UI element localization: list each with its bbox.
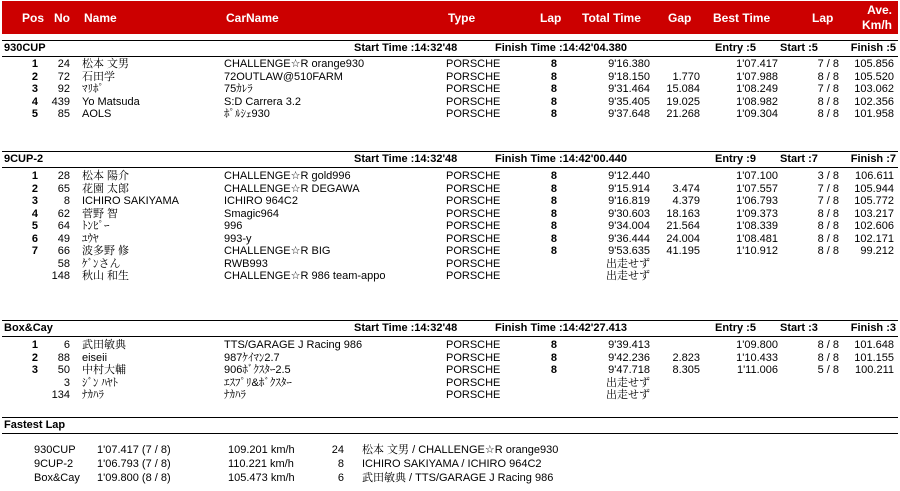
type-cell: PORSCHE	[446, 364, 501, 376]
ave-speed-cell: 105.856	[854, 58, 894, 70]
car-number-cell: 92	[57, 83, 70, 95]
pos-cell: 3	[31, 83, 38, 95]
total-time-cell: 9'39.413	[608, 339, 650, 351]
fastest-lap-title: Fastest Lap	[4, 419, 66, 431]
ave-speed-cell: 100.211	[855, 364, 894, 376]
car-number-cell: 134	[51, 389, 70, 401]
lap-cell: 8	[550, 170, 557, 182]
best-time-cell: 1'07.988	[736, 70, 778, 83]
start-count: Start :7	[780, 153, 818, 165]
type-cell: PORSCHE	[446, 232, 501, 245]
ave-speed-cell: 103.062	[854, 83, 894, 95]
ave-speed-cell: 102.356	[854, 95, 894, 108]
best-lap-cell: 8 / 8	[817, 339, 839, 351]
fastest-speed-cell: 105.473 km/h	[228, 472, 295, 484]
best-time-cell: 1'08.339	[736, 220, 778, 232]
pos-cell: 3	[31, 195, 38, 207]
table-row	[0, 233, 900, 245]
best-lap-cell: 8 / 8	[817, 220, 839, 232]
pos-cell: 4	[31, 95, 38, 108]
gap-cell: 41.195	[666, 245, 700, 257]
table-row	[0, 208, 900, 220]
driver-name-cell: 松本 文男	[82, 58, 130, 70]
car-number-cell: 85	[57, 108, 70, 120]
car-name-cell: 993-y	[224, 232, 252, 245]
ave-speed-cell: 103.217	[854, 207, 894, 220]
type-cell: PORSCHE	[446, 376, 501, 389]
car-number-cell: 49	[57, 232, 70, 245]
table-row	[0, 377, 900, 389]
type-cell: PORSCHE	[446, 182, 501, 195]
total-time-cell: 9'18.150	[608, 70, 650, 83]
total-time-cell: 9'37.648	[608, 108, 650, 120]
fastest-class-cell: 9CUP-2	[34, 458, 74, 470]
driver-name-cell: Yo Matsuda	[82, 95, 140, 108]
class-title: 930CUP	[4, 42, 46, 54]
type-cell: PORSCHE	[446, 170, 501, 182]
pos-cell: 4	[31, 207, 38, 220]
col-no: No	[54, 11, 70, 25]
best-lap-cell: 7 / 8	[817, 195, 839, 207]
table-row	[0, 352, 900, 364]
total-time-cell: 出走せず	[606, 376, 650, 389]
ave-speed-cell: 102.171	[854, 232, 894, 245]
total-time-cell: 9'35.405	[608, 95, 650, 108]
pos-cell: 2	[31, 182, 38, 195]
pos-cell: 3	[31, 364, 38, 376]
driver-name-cell: 菅野 智	[82, 207, 119, 220]
total-time-cell: 出走せず	[606, 270, 650, 282]
total-time-cell: 9'34.004	[608, 220, 650, 232]
pos-cell: 5	[31, 220, 38, 232]
table-row	[0, 364, 900, 376]
lap-cell: 8	[550, 220, 557, 232]
col-gap: Gap	[668, 11, 692, 25]
finish-count: Finish :3	[850, 322, 896, 334]
car-number-cell: 64	[57, 220, 70, 232]
type-cell: PORSCHE	[446, 351, 501, 364]
fastest-time-cell: 1'06.793 (7 / 8)	[97, 458, 171, 470]
lap-cell: 8	[550, 232, 557, 245]
lap-cell: 8	[550, 108, 557, 120]
fastest-speed-cell: 109.201 km/h	[228, 444, 295, 456]
best-lap-cell: 7 / 8	[817, 83, 839, 95]
lap-cell: 8	[550, 245, 557, 257]
driver-name-cell: ﾏﾘﾎﾟ	[82, 83, 104, 95]
total-time-cell: 9'30.603	[608, 207, 650, 220]
car-number-cell: 72	[57, 70, 70, 83]
entry-count: Entry :5	[715, 42, 756, 54]
type-cell: PORSCHE	[446, 58, 501, 70]
finish-time: Finish Time :14:42'04.380	[495, 42, 628, 54]
driver-name-cell: 武田敏典	[82, 339, 126, 351]
best-time-cell: 1'08.982	[736, 95, 778, 108]
driver-name-cell: 松本 陽介	[82, 170, 130, 182]
fastest-number-cell: 8	[337, 458, 344, 470]
car-name-cell: 906ﾎﾞｸｽﾀｰ2.5	[224, 364, 291, 376]
fastest-number-cell: 24	[331, 444, 344, 456]
fastest-lap-bar	[2, 417, 898, 434]
col-ave-1: Ave.	[867, 3, 892, 17]
fastest-lap-row	[0, 444, 900, 456]
type-cell: PORSCHE	[446, 389, 501, 401]
class-title: 9CUP-2	[4, 153, 44, 165]
best-time-cell: 1'09.800	[736, 339, 778, 351]
pos-cell: 2	[31, 351, 38, 364]
best-time-cell: 1'10.912	[736, 245, 778, 257]
table-row	[0, 71, 900, 83]
lap-cell: 8	[550, 207, 557, 220]
table-row	[0, 220, 900, 232]
fastest-class-cell: Box&Cay	[34, 472, 80, 484]
fastest-driver-cell: 武田敏典 / TTS/GARAGE J Racing 986	[362, 472, 554, 484]
type-cell: PORSCHE	[446, 339, 501, 351]
table-row	[0, 339, 900, 351]
best-time-cell: 1'07.557	[736, 182, 778, 195]
start-time: Start Time :14:32'48	[354, 322, 458, 334]
pos-cell: 5	[31, 108, 38, 120]
fastest-lap-row	[0, 458, 900, 470]
table-row	[0, 195, 900, 207]
car-name-cell: CHALLENGE☆R BIG	[224, 245, 331, 257]
col-best-lap: Lap	[812, 11, 834, 25]
start-time: Start Time :14:32'48	[354, 42, 458, 54]
driver-name-cell: AOLS	[82, 108, 112, 120]
fastest-class-cell: 930CUP	[34, 444, 76, 456]
entry-count: Entry :9	[715, 153, 756, 165]
pos-cell: 2	[31, 70, 38, 83]
pos-cell: 7	[31, 245, 38, 257]
table-row	[0, 270, 900, 282]
car-name-cell: 75ｶﾚﾗ	[224, 83, 253, 95]
ave-speed-cell: 101.958	[854, 108, 894, 120]
total-time-cell: 9'12.440	[608, 170, 650, 182]
type-cell: PORSCHE	[446, 270, 501, 282]
car-number-cell: 65	[57, 182, 70, 195]
table-row	[0, 96, 900, 108]
best-lap-cell: 8 / 8	[817, 351, 839, 364]
best-lap-cell: 7 / 8	[817, 58, 839, 70]
best-lap-cell: 3 / 8	[817, 170, 839, 182]
lap-cell: 8	[550, 95, 557, 108]
finish-time: Finish Time :14:42'00.440	[495, 153, 628, 165]
car-number-cell: 148	[51, 270, 70, 282]
ave-speed-cell: 102.606	[854, 220, 894, 232]
fastest-time-cell: 1'07.417 (7 / 8)	[97, 444, 171, 456]
finish-count: Finish :5	[850, 42, 896, 54]
total-time-cell: 9'47.718	[608, 364, 650, 376]
pos-cell: 1	[31, 58, 38, 70]
driver-name-cell: 秋山 和生	[82, 270, 130, 282]
gap-cell: 19.025	[666, 95, 700, 108]
finish-count: Finish :7	[850, 153, 896, 165]
ave-speed-cell: 99.212	[860, 245, 894, 257]
best-time-cell: 1'08.249	[736, 83, 778, 95]
best-time-cell: 1'11.006	[736, 364, 778, 376]
fastest-time-cell: 1'09.800 (8 / 8)	[97, 472, 171, 484]
lap-cell: 8	[550, 364, 557, 376]
total-time-cell: 9'36.444	[608, 232, 650, 245]
car-number-cell: 6	[63, 339, 70, 351]
fastest-driver-cell: ICHIRO SAKIYAMA / ICHIRO 964C2	[362, 458, 542, 470]
total-time-cell: 9'16.819	[608, 195, 650, 207]
gap-cell: 3.474	[672, 182, 700, 195]
col-carname: CarName	[226, 11, 279, 25]
car-name-cell: Smagic964	[224, 207, 280, 220]
lap-cell: 8	[550, 70, 557, 83]
car-name-cell: CHALLENGE☆R DEGAWA	[224, 182, 360, 195]
total-time-cell: 出走せず	[606, 257, 650, 270]
col-lap: Lap	[540, 11, 562, 25]
driver-name-cell: 中村大輔	[82, 364, 126, 376]
driver-name-cell: ﾄﾝﾋﾟｰ	[82, 220, 110, 232]
gap-cell: 4.379	[672, 195, 700, 207]
driver-name-cell: eiseii	[82, 351, 108, 364]
table-row	[0, 183, 900, 195]
car-number-cell: 24	[57, 58, 70, 70]
gap-cell: 24.004	[666, 232, 700, 245]
class-bar-9cup-2	[2, 151, 898, 168]
lap-cell: 8	[550, 195, 557, 207]
pos-cell: 1	[31, 339, 38, 351]
best-time-cell: 1'09.373	[736, 207, 778, 220]
start-count: Start :5	[780, 42, 818, 54]
gap-cell: 21.564	[666, 220, 700, 232]
total-time-cell: 9'53.635	[608, 245, 650, 257]
car-name-cell: ﾅｶﾊﾗ	[224, 389, 246, 401]
type-cell: PORSCHE	[446, 108, 501, 120]
type-cell: PORSCHE	[446, 95, 501, 108]
type-cell: PORSCHE	[446, 257, 501, 270]
ave-speed-cell: 105.772	[854, 195, 894, 207]
driver-name-cell: 石田学	[82, 70, 115, 83]
type-cell: PORSCHE	[446, 195, 501, 207]
col-type: Type	[448, 11, 476, 25]
car-number-cell: 58	[57, 257, 70, 270]
fastest-lap-row	[0, 472, 900, 484]
lap-cell: 8	[550, 58, 557, 70]
best-time-cell: 1'06.793	[736, 195, 778, 207]
driver-name-cell: ｹﾞﾝさん	[82, 257, 121, 270]
best-lap-cell: 8 / 8	[817, 207, 839, 220]
type-cell: PORSCHE	[446, 207, 501, 220]
table-row	[0, 245, 900, 257]
best-lap-cell: 8 / 8	[817, 245, 839, 257]
ave-speed-cell: 101.155	[854, 351, 894, 364]
table-row	[0, 108, 900, 120]
ave-speed-cell: 105.944	[854, 182, 894, 195]
type-cell: PORSCHE	[446, 83, 501, 95]
driver-name-cell: ﾅｶﾊﾗ	[82, 389, 104, 401]
car-number-cell: 8	[63, 195, 70, 207]
class-bar-boxcay	[2, 320, 898, 337]
lap-cell: 8	[550, 83, 557, 95]
fastest-number-cell: 6	[337, 472, 344, 484]
start-count: Start :3	[780, 322, 818, 334]
table-row	[0, 389, 900, 401]
table-row	[0, 170, 900, 182]
best-lap-cell: 7 / 8	[817, 182, 839, 195]
results-header	[2, 1, 898, 34]
car-name-cell: S:D Carrera 3.2	[224, 95, 302, 108]
lap-cell: 8	[550, 182, 557, 195]
table-row	[0, 58, 900, 70]
best-time-cell: 1'07.100	[736, 170, 778, 182]
ave-speed-cell: 101.648	[854, 339, 894, 351]
driver-name-cell: ICHIRO SAKIYAMA	[82, 195, 179, 207]
car-name-cell: ｴｽﾌﾟﾘ&ﾎﾞｸｽﾀｰ	[224, 376, 292, 389]
lap-cell: 8	[550, 339, 557, 351]
gap-cell: 15.084	[666, 83, 700, 95]
total-time-cell: 9'16.380	[608, 58, 650, 70]
best-lap-cell: 8 / 8	[817, 108, 839, 120]
car-number-cell: 66	[57, 245, 70, 257]
best-lap-cell: 8 / 8	[817, 70, 839, 83]
type-cell: PORSCHE	[446, 220, 501, 232]
best-time-cell: 1'08.481	[736, 232, 778, 245]
pos-cell: 1	[31, 170, 38, 182]
class-bar-930cup	[2, 40, 898, 57]
car-name-cell: 987ｹｲﾏﾝ2.7	[224, 351, 280, 364]
car-name-cell: TTS/GARAGE J Racing 986	[224, 339, 363, 351]
best-time-cell: 1'07.417	[736, 58, 778, 70]
lap-cell: 8	[550, 351, 557, 364]
car-name-cell: RWB993	[224, 257, 268, 270]
car-name-cell: CHALLENGE☆R gold996	[224, 170, 351, 182]
fastest-speed-cell: 110.221 km/h	[228, 458, 294, 470]
best-time-cell: 1'09.304	[736, 108, 778, 120]
gap-cell: 21.268	[666, 108, 700, 120]
fastest-driver-cell: 松本 文男 / CHALLENGE☆R orange930	[362, 444, 559, 456]
total-time-cell: 9'31.464	[608, 83, 650, 95]
finish-time: Finish Time :14:42'27.413	[495, 322, 628, 334]
gap-cell: 8.305	[672, 364, 700, 376]
car-number-cell: 28	[57, 170, 70, 182]
gap-cell: 2.823	[672, 351, 700, 364]
gap-cell: 18.163	[666, 207, 700, 220]
driver-name-cell: 花園 太郎	[82, 182, 130, 195]
ave-speed-cell: 105.520	[854, 70, 894, 83]
car-number-cell: 62	[57, 207, 70, 220]
total-time-cell: 9'42.236	[608, 351, 650, 364]
total-time-cell: 9'15.914	[608, 182, 650, 195]
driver-name-cell: 波多野 修	[82, 245, 130, 257]
car-name-cell: 996	[224, 220, 243, 232]
col-name: Name	[84, 11, 117, 25]
driver-name-cell: ﾕｳﾔ	[82, 232, 99, 245]
car-name-cell: ICHIRO 964C2	[224, 195, 298, 207]
pos-cell: 6	[31, 232, 38, 245]
col-total-time: Total Time	[582, 11, 641, 25]
type-cell: PORSCHE	[446, 245, 501, 257]
class-title: Box&Cay	[4, 322, 53, 334]
type-cell: PORSCHE	[446, 70, 501, 83]
col-ave-2: Km/h	[862, 18, 892, 32]
start-time: Start Time :14:32'48	[354, 153, 458, 165]
table-row	[0, 258, 900, 270]
car-name-cell: CHALLENGE☆R orange930	[224, 58, 365, 70]
best-lap-cell: 8 / 8	[817, 232, 839, 245]
entry-count: Entry :5	[715, 322, 756, 334]
driver-name-cell: ｼﾞﾝ ﾊﾔﾄ	[82, 376, 119, 389]
ave-speed-cell: 106.611	[855, 170, 894, 182]
gap-cell: 1.770	[672, 70, 700, 83]
car-number-cell: 50	[57, 364, 70, 376]
best-lap-cell: 8 / 8	[817, 95, 839, 108]
col-pos: Pos	[22, 11, 45, 25]
best-lap-cell: 5 / 8	[817, 364, 839, 376]
col-best-time: Best Time	[713, 11, 771, 25]
car-name-cell: ﾎﾟﾙｼｪ930	[224, 108, 270, 120]
car-number-cell: 439	[51, 95, 70, 108]
table-row	[0, 83, 900, 95]
car-name-cell: CHALLENGE☆R 986 team-appo	[224, 270, 386, 282]
car-number-cell: 88	[57, 351, 70, 364]
total-time-cell: 出走せず	[606, 389, 650, 401]
best-time-cell: 1'10.433	[736, 351, 778, 364]
car-number-cell: 3	[63, 376, 70, 389]
car-name-cell: 72OUTLAW@510FARM	[224, 70, 343, 83]
